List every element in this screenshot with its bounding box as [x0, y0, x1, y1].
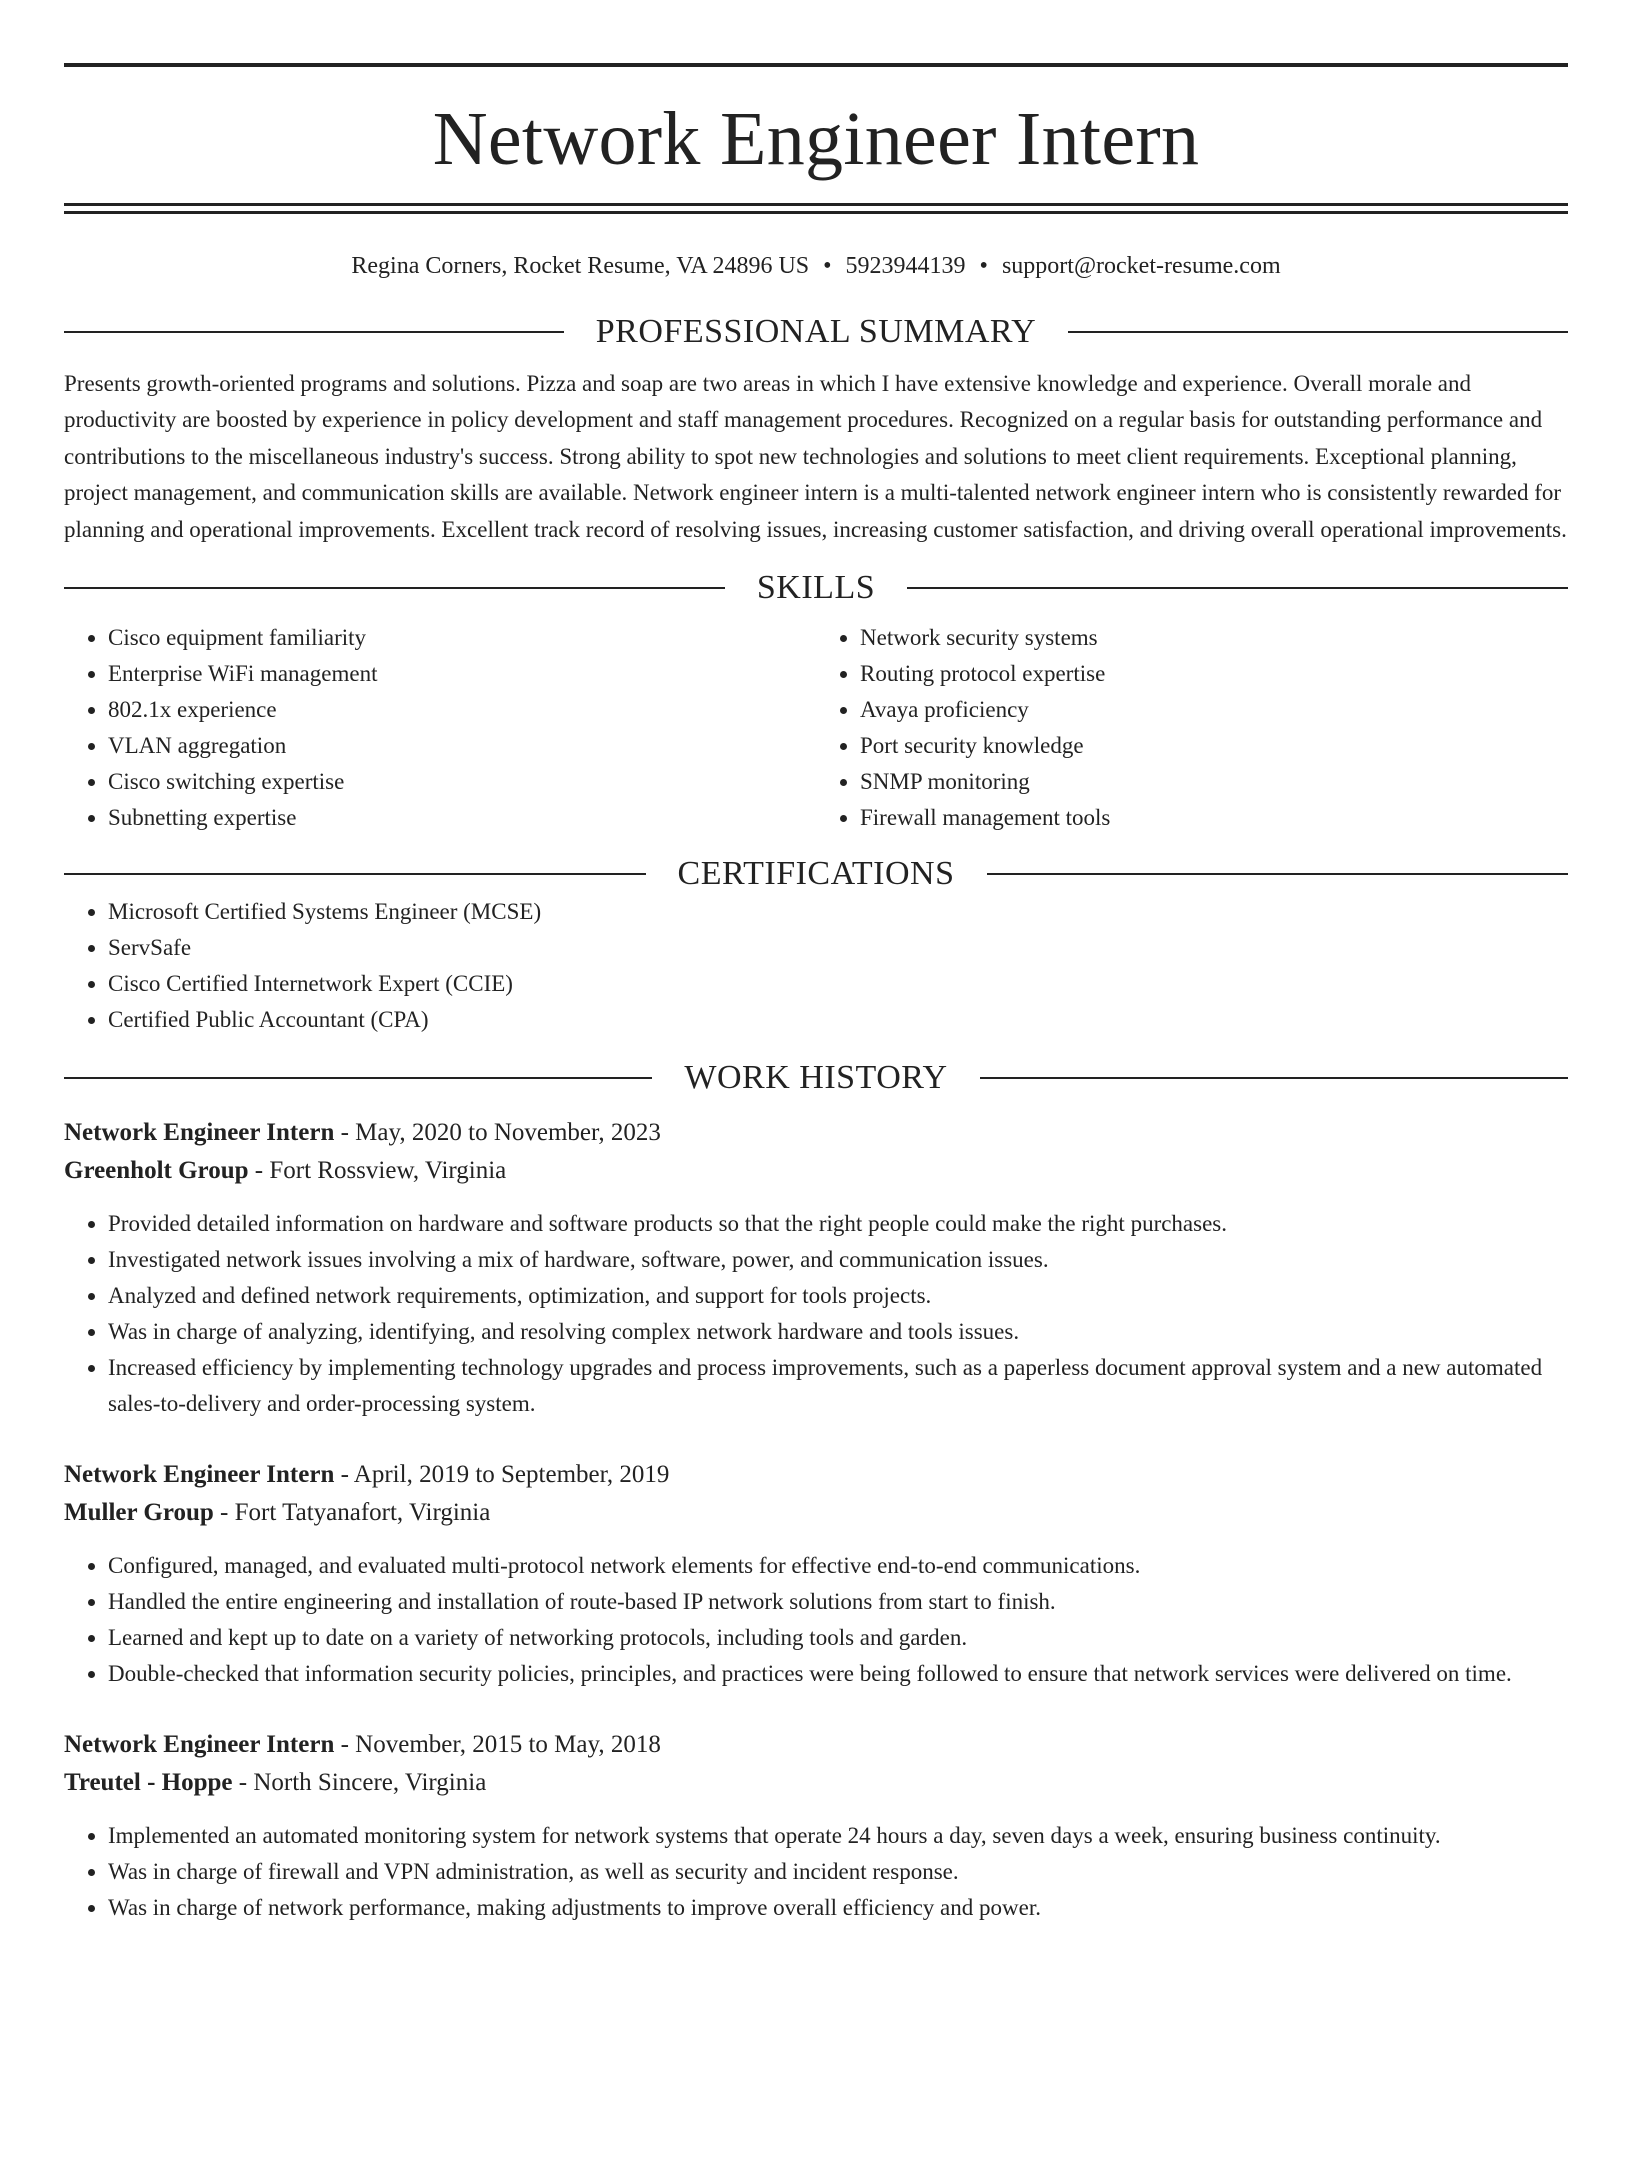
heading-rule-left	[64, 587, 725, 589]
skills-heading	[64, 568, 1568, 608]
skill-item: • VLAN aggregation	[108, 728, 816, 764]
job-company-line	[64, 1494, 1568, 1532]
work-history-heading-label: WORK HISTORY	[684, 1059, 948, 1097]
certification-item: • Microsoft Certified Systems Engineer (MCSE)	[108, 894, 1568, 930]
skills-column-left	[64, 620, 816, 836]
contact-line	[64, 250, 1568, 282]
skill-item: • Port security knowledge	[860, 728, 1568, 764]
job-dates: - May, 2020 to November, 2023	[334, 1119, 661, 1147]
heading-rule-right	[987, 873, 1569, 875]
summary-heading-label: PROFESSIONAL SUMMARY	[595, 313, 1037, 350]
job-bullet: • Provided detailed information on hardware and software products so that the right people could make the right purchases.	[108, 1206, 1568, 1242]
skill-item: • Routing protocol expertise	[860, 656, 1568, 692]
job-title-line	[64, 1456, 1568, 1494]
skill-item: • Cisco equipment familiarity	[108, 620, 816, 656]
skills-grid	[64, 620, 1568, 836]
job-bullet: • Handled the entire engineering and installation of route-based IP network solutions from start to finish.	[108, 1584, 1568, 1620]
job-bullets	[64, 1818, 1568, 1926]
job-company: Greenholt Group	[64, 1157, 249, 1185]
skill-item: • Avaya proficiency	[860, 692, 1568, 728]
title-double-rule	[64, 203, 1568, 214]
job-entry	[64, 1726, 1568, 1926]
skill-item: • Subnetting expertise	[108, 800, 816, 836]
skill-item: • Cisco switching expertise	[108, 764, 816, 800]
skills-list-right	[816, 620, 1568, 836]
job-title: Network Engineer Intern	[64, 1461, 335, 1489]
job-bullets	[64, 1548, 1568, 1692]
heading-rule-left	[64, 873, 646, 875]
contact-separator: •	[979, 253, 988, 279]
job-bullet: • Investigated network issues involving a mix of hardware, software, power, and communication issues.	[108, 1242, 1568, 1278]
skill-item: • SNMP monitoring	[860, 764, 1568, 800]
heading-rule-left	[64, 331, 564, 333]
summary-heading	[64, 312, 1568, 352]
job-location: - Fort Rossview, Virginia	[248, 1157, 507, 1185]
job-company: Muller Group	[64, 1499, 214, 1527]
heading-rule-right	[980, 1077, 1568, 1079]
contact-phone: 5923944139	[845, 253, 966, 279]
skill-item: • 802.1x experience	[108, 692, 816, 728]
certification-item: • Cisco Certified Internetwork Expert (CCIE)	[108, 966, 1568, 1002]
skills-heading-label: SKILLS	[756, 569, 876, 607]
contact-separator: •	[823, 253, 832, 279]
job-title-line	[64, 1114, 1568, 1152]
job-bullet: • Was in charge of network performance, making adjustments to improve overall efficiency and power.	[108, 1890, 1568, 1926]
skill-item: • Enterprise WiFi management	[108, 656, 816, 692]
job-entry	[64, 1456, 1568, 1692]
certifications-heading-label: CERTIFICATIONS	[677, 855, 955, 893]
job-company-line	[64, 1152, 1568, 1190]
job-bullet: • Learned and kept up to date on a variety of networking protocols, including tools and garden.	[108, 1620, 1568, 1656]
certification-item: • ServSafe	[108, 930, 1568, 966]
job-dates: - November, 2015 to May, 2018	[334, 1731, 661, 1759]
heading-rule-left	[64, 1077, 652, 1079]
heading-rule-right	[1068, 331, 1568, 333]
contact-address: Regina Corners, Rocket Resume, VA 24896 US	[351, 253, 810, 279]
job-bullet: • Analyzed and defined network requirements, optimization, and support for tools projects.	[108, 1278, 1568, 1314]
job-bullets	[64, 1206, 1568, 1422]
skills-list-left	[64, 620, 816, 836]
job-company-line	[64, 1764, 1568, 1802]
job-title: Network Engineer Intern	[64, 1119, 335, 1147]
job-bullet: • Implemented an automated monitoring system for network systems that operate 24 hours a day, seven days a week, ensuring business continuity.	[108, 1818, 1568, 1854]
job-dates: - April, 2019 to September, 2019	[334, 1461, 670, 1489]
resume-title: Network Engineer Intern	[432, 97, 1200, 181]
work-history-heading	[64, 1058, 1568, 1098]
certifications-list	[64, 894, 1568, 1038]
job-bullet: • Was in charge of analyzing, identifying, and resolving complex network hardware and tools issues.	[108, 1314, 1568, 1350]
certification-item: • Certified Public Accountant (CPA)	[108, 1002, 1568, 1038]
certifications-heading	[64, 854, 1568, 894]
job-title: Network Engineer Intern	[64, 1731, 335, 1759]
resume-page	[0, 63, 1632, 2175]
job-bullet: • Double-checked that information security policies, principles, and practices were being followed to ensure that network services were delivered on time.	[108, 1656, 1568, 1692]
skills-column-right	[816, 620, 1568, 836]
job-location: - Fort Tatyanafort, Virginia	[213, 1499, 491, 1527]
job-bullet: • Increased efficiency by implementing technology upgrades and process improvements, such as a paperless document approval system and a new automated sales-to-delivery and order-processing system.	[108, 1350, 1568, 1422]
job-bullet: • Configured, managed, and evaluated multi-protocol network elements for effective end-to-end communications.	[108, 1548, 1568, 1584]
job-company: Treutel - Hoppe	[64, 1769, 233, 1797]
skill-item: • Network security systems	[860, 620, 1568, 656]
job-title-line	[64, 1726, 1568, 1764]
job-location: - North Sincere, Virginia	[232, 1769, 487, 1797]
contact-email: support@rocket-resume.com	[1001, 253, 1281, 279]
job-bullet: • Was in charge of firewall and VPN administration, as well as security and incident response.	[108, 1854, 1568, 1890]
skill-item: • Firewall management tools	[860, 800, 1568, 836]
job-entry	[64, 1114, 1568, 1422]
summary-text: Presents growth-oriented programs and solutions. Pizza and soap are two areas in which I have extensive knowledge and experience. Overall morale and productivity are boosted by experience in policy development and staff management procedures. Recognized on a regular basis for outstanding performance and contributions to the miscellaneous industry's success. Strong ability to spot new technologies and solutions to meet client requirements. Exceptional planning, project management, and communication skills are available. Network engineer intern is a multi-talented network engineer intern who is consistently rewarded for planning and operational improvements. Excellent track record of resolving issues, increasing customer satisfaction, and driving overall operational improvements.	[64, 371, 1567, 542]
heading-rule-right	[907, 587, 1568, 589]
